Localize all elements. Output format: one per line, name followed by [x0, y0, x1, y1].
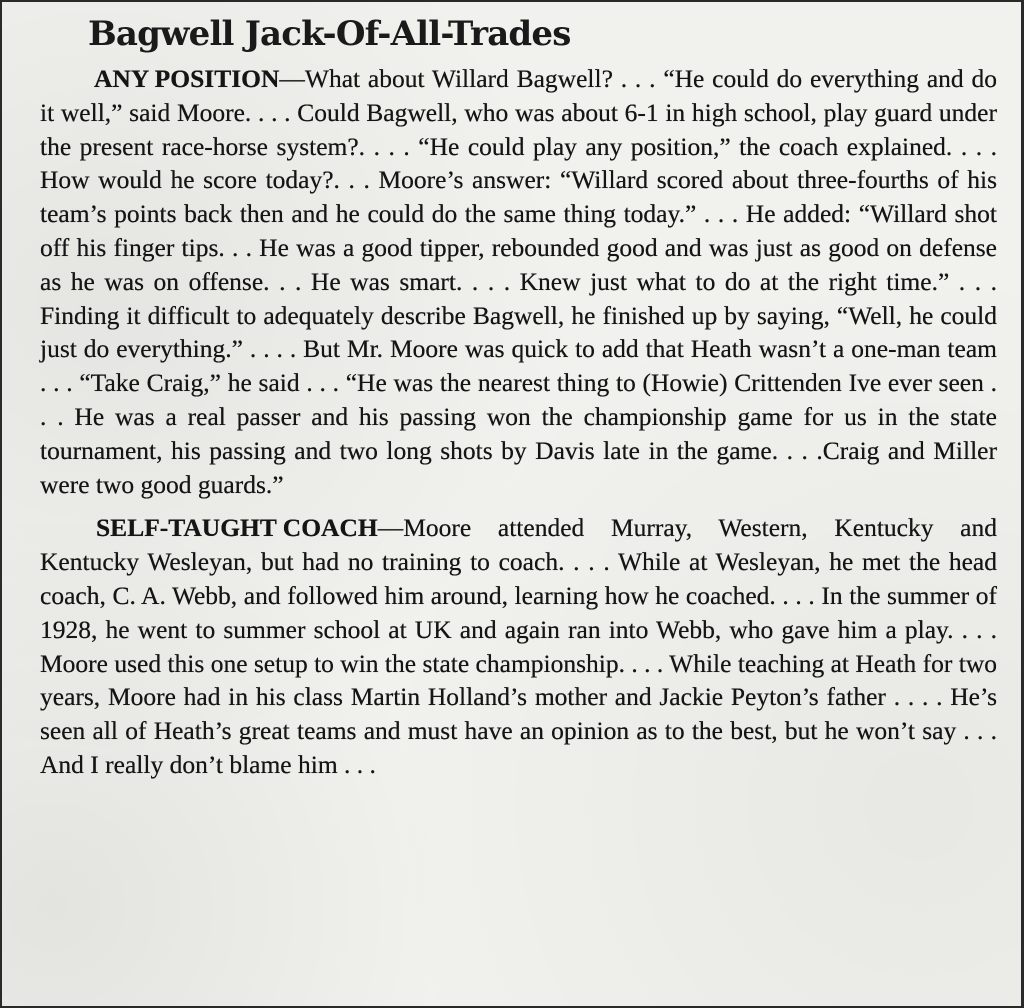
article-headline: Bagwell Jack-Of-All-Trades: [88, 14, 571, 54]
article-paragraph-self-taught-coach: [40, 511, 997, 781]
paragraph-lead-in: SELF-TAUGHT COACH: [96, 513, 378, 543]
paragraph-body: —Moore attended Murray, Western, Kentucky and Kentucky Wesleyan, but had no training to coach. . . . While at Wesleyan, he met the head coach, C. A. Webb, and followed him around, learning how he coached. . . . In the summer of 1928, he went to summer school at UK and again ran into Webb, who gave him a play. . . . Moore used this one setup to win the state championship. . . . While teaching at Heath for two years, Moore had in his class Martin Holland’s mother and Jackie Peyton’s father . . . . He’s seen all of Heath’s great teams and must have an opinion as to the best, but he won’t say . . . And I really don’t blame him . . .: [40, 513, 997, 779]
article-paragraph-any-position: [40, 62, 997, 501]
paragraph-body: —What about Willard Bagwell? . . . “He could do everything and do it well,” said Moore. . . . Could Bagwell, who was about 6-1 in high school, play guard under the present race-horse system?. . . . “He could play any position,” the coach explained. . . . How would he score today?. . . Moore’s answer: “Willard scored about three-fourths of his team’s points back then and he could do the same thing today.” . . . He added: “Willard shot off his finger tips. . . He was a good tipper, rebounded good and was just as good on defense as he was on offense. . . He was smart. . . . Knew just what to do at the right time.” . . . Finding it difficult to adequately describe Bagwell, he finished up by saying, “Well, he could just do everything.” . . . . But Mr. Moore was quick to add that Heath wasn’t a one-man team . . . “Take Craig,” he said . . . “He was the nearest thing to (Howie) Crittenden Ive ever seen . . . He was a real passer and his passing won the championship game for us in the state tournament, his passing and two long shots by Davis late in the game. . . .Craig and Miller were two good guards.”: [40, 64, 997, 499]
paragraph-lead-in: ANY POSITION: [94, 64, 280, 93]
